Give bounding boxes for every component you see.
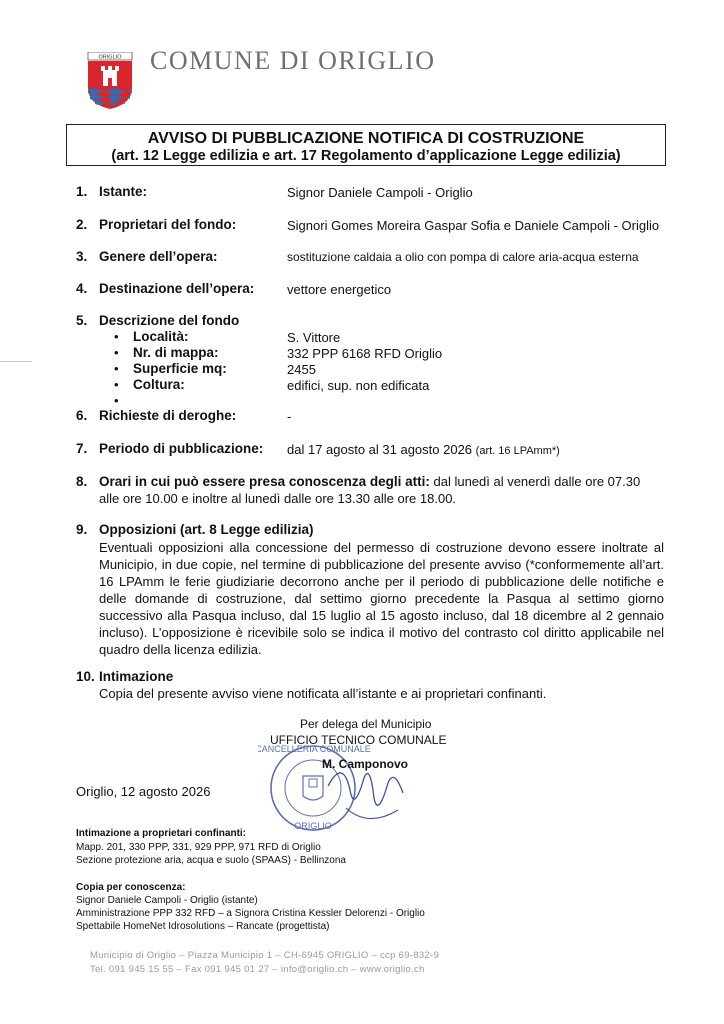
item-number: 1. [76,184,88,199]
place-date: Origlio, 12 agosto 2026 [76,784,211,799]
official-stamp [258,738,408,838]
item-number: 9. [76,522,88,537]
item-value: Signor Daniele Campoli - Origlio [287,185,473,200]
signatory-name: M. Camponovo [322,757,408,771]
bullet: • [114,345,119,360]
document-subtitle: (art. 12 Legge edilizia e art. 17 Regolamento d’applicazione Legge edilizia) [111,148,621,164]
footer-contacts: Tel. 091 945 15 55 – Fax 091 945 01 27 – info@origlio.ch – www.origlio.ch [90,964,425,975]
item-number: 7. [76,441,88,456]
item-number: 2. [76,217,88,232]
item-label: Descrizione del fondo [99,313,240,328]
municipality-crest [86,52,134,110]
sub-label: Località: [133,329,189,344]
item-label: Orari in cui può essere presa conoscenza degli atti: [99,474,430,489]
stamp-text-bottom: ORIGLIO [294,821,332,831]
sub-value: 2455 [287,362,316,377]
intimation-block-line: Sezione protezione aria, acqua e suolo (SPAAS) - Bellinzona [76,855,346,866]
sub-label: Nr. di mappa: [133,345,219,360]
sub-value: S. Vittore [287,330,341,345]
copy-block-line: Signor Daniele Campoli - Origlio (istante) [76,895,258,906]
bullet: • [114,377,119,392]
item-number: 3. [76,249,88,264]
item-number: 4. [76,281,88,296]
bullet: • [114,329,119,344]
bullet: • [114,393,119,408]
publication-note: (art. 16 LPAmm*) [475,445,560,457]
item-label: Opposizioni (art. 8 Legge edilizia) [99,522,314,537]
crest-label: ORIGLIO [98,54,122,61]
sub-value: 332 PPP 6168 RFD Origlio [287,346,443,361]
item-number: 6. [76,408,88,423]
municipality-name: COMUNE DI ORIGLIO [150,46,436,75]
item-value: dal lunedì al venerdì dalle ore 07.30 [433,474,641,489]
item-label: Proprietari del fondo: [99,217,237,232]
item-label: Richieste di deroghe: [99,408,237,423]
document-title: AVVISO DI PUBBLICAZIONE NOTIFICA DI COSTRUZIONE [147,130,585,147]
intimation-text: Copia del presente avviso viene notificata all’istante e ai proprietari confinanti. [99,686,547,701]
sub-label: Coltura: [133,377,185,392]
copy-block-title: Copia per conoscenza: [76,882,186,893]
item-value-cont: alle ore 10.00 e inoltre al lunedì dalle ore 13.30 alle ore 18.00. [99,491,457,506]
stamp-text-top: CANCELLERIA COMUNALE [258,744,371,754]
item-label: Destinazione dell’opera: [99,281,255,296]
hours-line [99,474,664,489]
intimation-block-title: Intimazione a proprietari confinanti: [76,828,247,839]
item-value: - [287,409,292,424]
item-label: Intimazione [99,669,174,684]
item-label: Periodo di pubblicazione: [99,441,264,456]
bullet: • [114,361,119,376]
margin-divider [0,361,32,362]
item-number: 8. [76,474,88,489]
publication-period [287,442,560,457]
item-label: Istante: [99,184,148,199]
copy-block-line: Spettabile HomeNet Idrosolutions – Rancate (progettista) [76,921,330,932]
signature-office: UFFICIO TECNICO COMUNALE [270,733,447,747]
sub-value: edifici, sup. non edificata [287,378,430,393]
item-value: vettore energetico [287,282,392,297]
item-number: 10. [76,669,95,684]
sub-label: Superficie mq: [133,361,227,376]
signature-delegation: Per delega del Municipio [300,717,432,731]
copy-block-line: Amministrazione PPP 332 RFD – a Signora Cristina Kessler Delorenzi - Origlio [76,908,425,919]
intimation-block-line: Mapp. 201, 330 PPP, 331, 929 PPP, 971 RFD di Origlio [76,842,321,853]
footer-address: Municipio di Origlio – Piazza Municipio 1 – CH-6945 ORIGLIO – ccp 69-832-9 [90,950,440,961]
item-number: 5. [76,313,88,328]
oppositions-text: Eventuali opposizioni alla concessione del permesso di costruzione devono essere inoltrate al Municipio, in due copie, nel termine di pubblicazione del presente avviso (*conformemente all’art. 16 LPAmm le ferie giudiziarie decorrono anche per il periodo di pubblicazione delle notifiche e delle domande di costruzione, dal settimo giorno precedente la Pasqua al settimo giorno successivo alla Pasqua incluso, dal 15 luglio al 15 agosto incluso, dal 18 dicembre al 2 gennaio incluso). L’opposizione è ricevibile solo se indica il motivo del contrasto col diritto applicabile nel quadro della licenza edilizia. [99,540,664,657]
item-label: Genere dell’opera: [99,249,218,264]
publication-dates: dal 17 agosto al 31 agosto 2026 [287,442,473,457]
item-value: sostituzione caldaia a olio con pompa di calore aria-acqua esterna [287,250,639,264]
item-value: Signori Gomes Moreira Gaspar Sofia e Daniele Campoli - Origlio [287,218,660,233]
